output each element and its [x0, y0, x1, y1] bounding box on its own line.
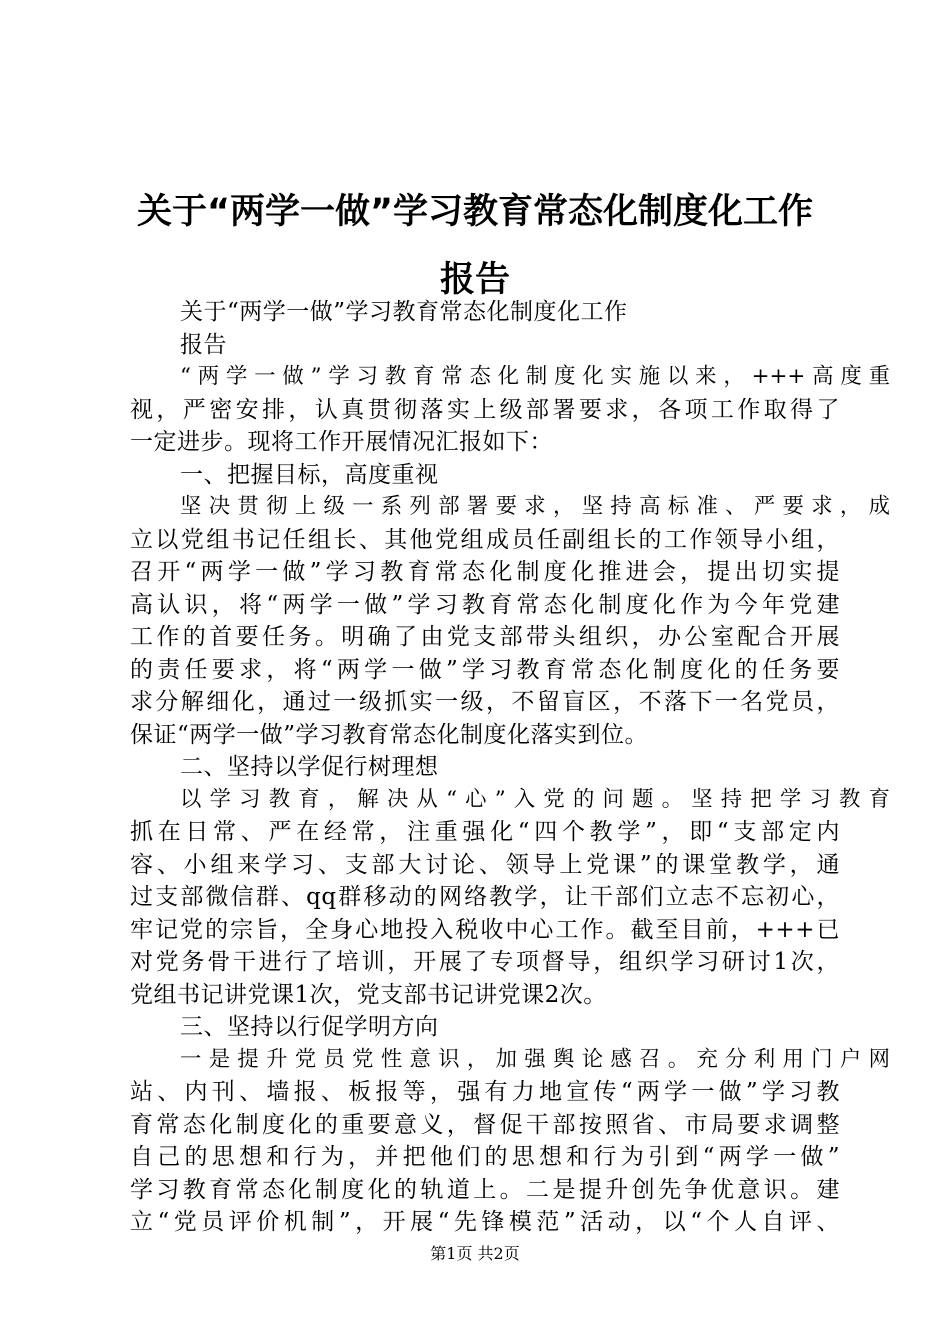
- body-line: 关于“两学一做”学习教育常态化制度化工作: [180, 299, 628, 325]
- body-line: 报告: [180, 331, 227, 358]
- body-line: 自己的思想和行为，并把他们的思想和行为引到“两学一做”: [130, 1144, 840, 1170]
- body-line: 二、坚持以学促行树理想: [180, 754, 439, 780]
- body-line: 立以党组书记任组长、其他党组成员任副组长的工作领导小组，: [130, 526, 840, 553]
- body-line: 一是提升党员党性意识，加强舆论感召。充分利用门户网: [180, 1046, 890, 1072]
- body-line: “两学一做”学习教育常态化制度化实施以来，+++高度重: [180, 364, 890, 389]
- body-line: 工作的首要任务。明确了由党支部带头组织，办公室配合开展: [130, 624, 840, 650]
- page-footer: [0, 1242, 950, 1266]
- body-line: 党组书记讲党课1次，党支部书记讲党课2次。: [130, 981, 607, 1008]
- document-body: [130, 296, 890, 1239]
- body-line: 过支部微信群、qq群移动的网络教学，让干部们立志不忘初心，: [130, 884, 840, 910]
- body-line: 一定进步。现将工作开展情况汇报如下：: [130, 429, 553, 455]
- body-line: 一、把握目标，高度重视: [180, 461, 439, 488]
- page-number: 第1页 共2页: [430, 1244, 520, 1263]
- body-line: 的责任要求，将“两学一做”学习教育常态化制度化的任务要: [130, 656, 840, 683]
- body-line: 召开“两学一做”学习教育常态化制度化推进会，提出切实提: [130, 559, 840, 585]
- body-line: 保证“两学一做”学习教育常态化制度化落实到位。: [130, 721, 649, 748]
- title-line-1: 关于“两学一做”学习教育常态化制度化工作: [136, 192, 813, 232]
- body-line: 高认识，将“两学一做”学习教育常态化制度化作为今年党建: [130, 591, 840, 618]
- body-line: 牢记党的宗旨，全身心地投入税收中心工作。截至目前，+++已: [130, 916, 840, 943]
- body-line: 以学习教育，解决从“心”入党的问题。坚持把学习教育: [180, 786, 890, 812]
- title-line-2: 报告: [439, 260, 510, 300]
- body-line: 三、坚持以行促学明方向: [180, 1014, 439, 1040]
- body-line: 视，严密安排，认真贯彻落实上级部署要求，各项工作取得了: [130, 396, 840, 423]
- body-line: 容、小组来学习、支部大讨论、领导上党课”的课堂教学，通: [130, 851, 840, 878]
- body-line: 站、内刊、墙报、板报等，强有力地宣传“两学一做”学习教: [130, 1079, 840, 1105]
- body-line: 立“党员评价机制”，开展“先锋模范”活动，以“个人自评、: [130, 1209, 840, 1235]
- body-line: 育常态化制度化的重要意义，督促干部按照省、市局要求调整: [130, 1111, 840, 1138]
- body-line: 抓在日常、严在经常，注重强化“四个教学”，即“支部定内: [130, 819, 840, 845]
- document-title: [100, 178, 850, 314]
- body-line: 求分解细化，通过一级抓实一级，不留盲区，不落下一名党员，: [130, 689, 840, 715]
- body-line: 坚决贯彻上级一系列部署要求，坚持高标准、严要求，成: [180, 494, 890, 519]
- body-line: 对党务骨干进行了培训，开展了专项督导，组织学习研讨1次，: [130, 949, 840, 975]
- body-line: 学习教育常态化制度化的轨道上。二是提升创先争优意识。建: [130, 1176, 840, 1203]
